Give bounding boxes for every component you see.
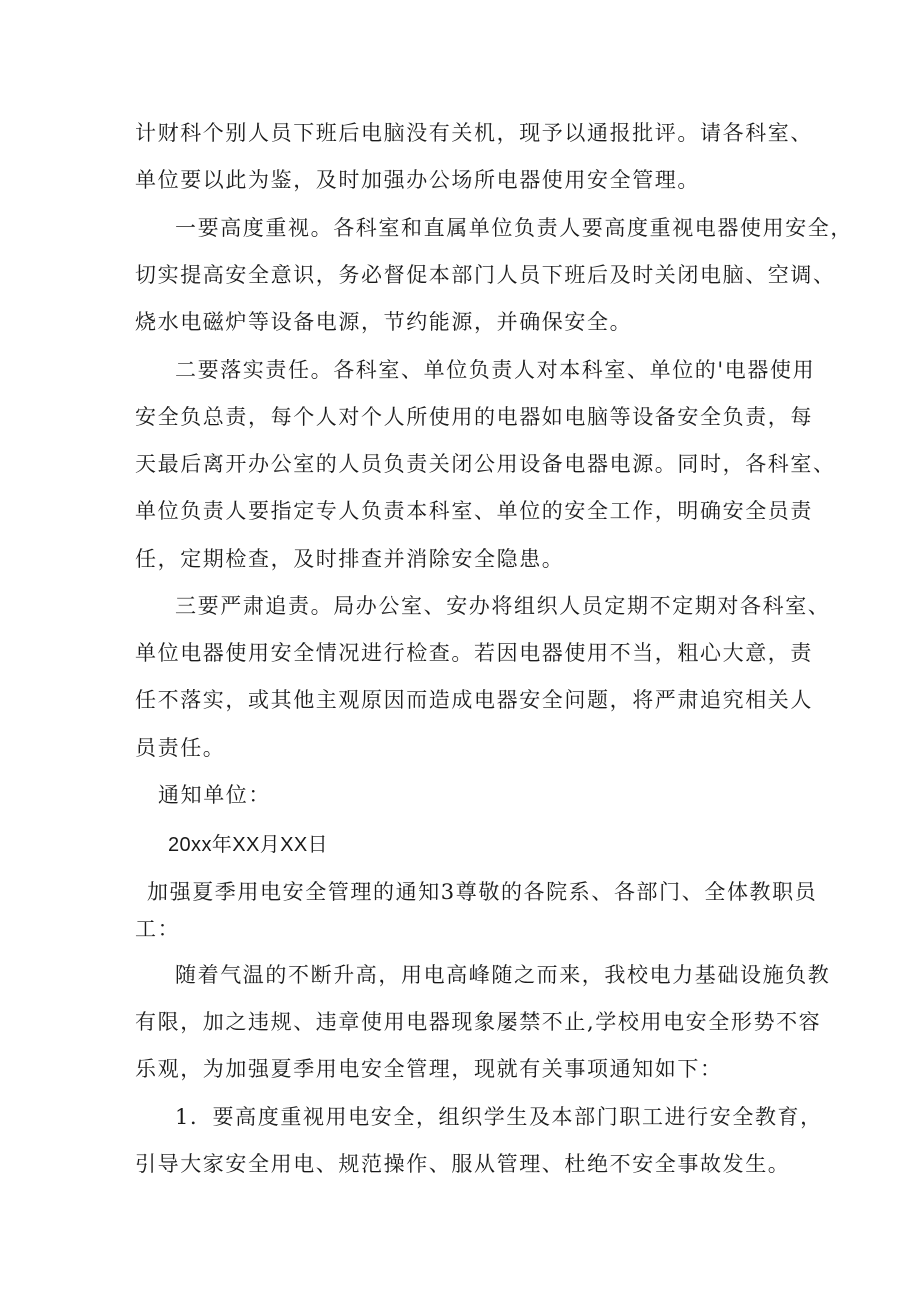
list-item-line: 1．要高度重视用电安全，组织学生及本部门职工进行安全教育， xyxy=(175,1105,823,1129)
notice-unit-label: 通知单位： xyxy=(158,783,271,807)
paragraph-line: 单位电器使用安全情况进行检查。若因电器使用不当，粗心大意，责 xyxy=(135,641,813,665)
paragraph-line: 计财科个别人员下班后电脑没有关机，现予以通报批评。请各科室、 xyxy=(135,121,813,145)
paragraph-line: 任，定期检查，及时排查并消除安全隐患。 xyxy=(135,547,565,571)
paragraph-line: 有限，加之违规、违章使用电器现象屡禁不止,学校用电安全形势不容 xyxy=(135,1010,822,1034)
paragraph-line: 引导大家安全用电、规范操作、服从管理、杜绝不安全事故发生。 xyxy=(135,1152,791,1176)
paragraph-line: 一要高度重视。各科室和直属单位负责人要高度重视电器使用安全， xyxy=(175,216,853,240)
paragraph-line: 单位负责人要指定专人负责本科室、单位的安全工作，明确安全员责 xyxy=(135,499,813,523)
notice-date: 20xx年XX月XX日 xyxy=(168,834,329,856)
paragraph-line: 烧水电磁炉等设备电源，节约能源，并确保安全。 xyxy=(135,310,633,334)
paragraph-line: 乐观，为加强夏季用电安全管理，现就有关事项通知如下： xyxy=(135,1057,723,1081)
paragraph-line: 员责任。 xyxy=(135,736,226,760)
paragraph-line: 随着气温的不断升高，用电高峰随之而来，我校电力基础设施负教 xyxy=(175,963,831,987)
paragraph-line: 工： xyxy=(135,917,181,941)
paragraph-line: 安全负总责，每个人对个人所使用的电器如电脑等设备安全负责，每 xyxy=(135,405,813,429)
paragraph-line: 单位要以此为鉴，及时加强办公场所电器使用安全管理。 xyxy=(135,168,700,192)
paragraph-line: 三要严肃追责。局办公室、安办将组织人员定期不定期对各科室、 xyxy=(175,594,831,618)
notice-title-line: 加强夏季用电安全管理的通知3尊敬的各院系、各部门、全体教职员 xyxy=(147,880,818,904)
paragraph-line: 天最后离开办公室的人员负责关闭公用设备电器电源。同时，各科室、 xyxy=(135,452,836,476)
paragraph-line: 二要落实责任。各科室、单位负责人对本科室、单位的'电器使用 xyxy=(175,358,816,382)
paragraph-line: 切实提高安全意识，务必督促本部门人员下班后及时关闭电脑、空调、 xyxy=(135,263,836,287)
paragraph-line: 任不落实，或其他主观原因而造成电器安全问题，将严肃追究相关人 xyxy=(135,688,813,712)
